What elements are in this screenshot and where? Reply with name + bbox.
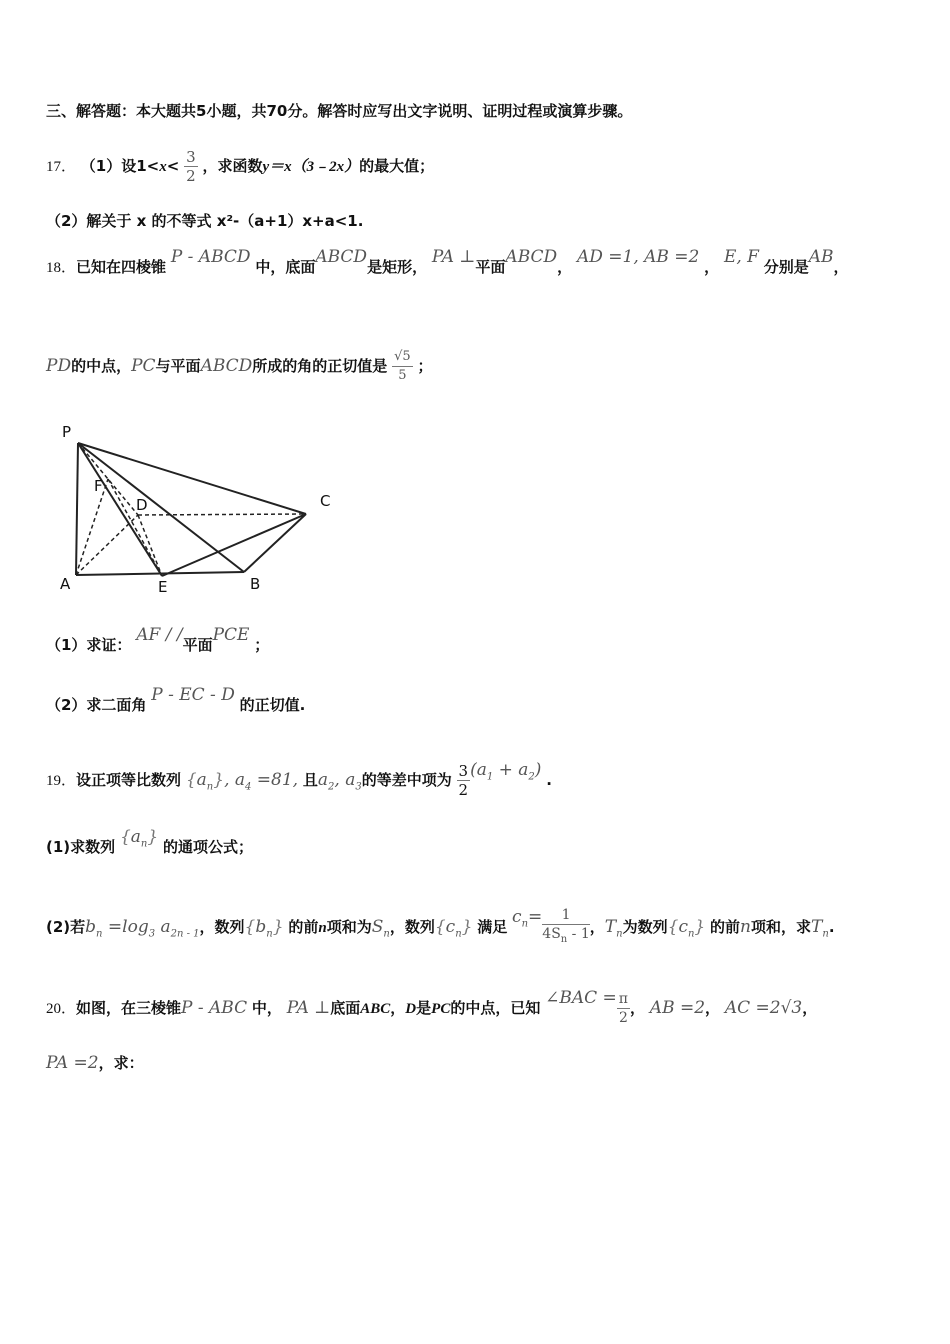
q17-cond-b: < <box>166 157 180 175</box>
q18-part2-math: P - EC - D <box>151 685 235 705</box>
q19-log: =log <box>102 916 149 937</box>
q19-a2-sub: 2 <box>328 781 335 793</box>
edge-pc <box>78 443 306 514</box>
q20-math-ab: AB =2 <box>649 998 706 1018</box>
edge-pe <box>78 443 162 576</box>
q20-t1: 如图，在三棱锥 <box>76 999 182 1017</box>
q20-t7: ， <box>630 999 646 1017</box>
q19-a3: , a <box>334 770 356 790</box>
q19-c-frac-den-s: 4S <box>542 926 561 942</box>
q18-math-ab: AB <box>808 247 834 267</box>
q20-frac-den: 2 <box>618 1010 628 1026</box>
q19-a4-sub: 4 <box>245 781 252 793</box>
q19-part2 <box>46 906 835 949</box>
q19-c-frac-den-sub: n <box>560 933 568 945</box>
edge-pa <box>76 443 78 575</box>
q18-math-ad-ab: AD =1, AB =2 <box>576 247 700 267</box>
q19-part2-tn2 <box>811 916 829 940</box>
q19-b: b <box>85 916 97 937</box>
q19-c-frac-den-tail: - 1 <box>567 926 590 942</box>
q19-part2-c-def <box>512 906 543 930</box>
q19-an-sub: n <box>206 781 214 793</box>
q18-t4: 平面 <box>475 258 506 276</box>
q19-part2-label: (2)若 <box>46 917 86 936</box>
q18-math-abcd: ABCD <box>315 247 368 267</box>
q20-math-pa: PA ⊥ <box>286 998 331 1018</box>
q19-t: T <box>604 916 617 937</box>
q18-t12: ； <box>417 357 433 375</box>
q19-part2-bn-def <box>85 916 200 940</box>
q20-t4: ， <box>390 999 406 1017</box>
q18-math-pd: PD <box>46 356 72 376</box>
q20-t5: 是 <box>416 999 432 1017</box>
q18-t11: 所成的角的正切值是 <box>252 357 388 375</box>
q18-math-abcd2: ABCD <box>505 247 558 267</box>
q19-c-frac-den <box>542 925 590 949</box>
label-a: A <box>60 575 71 593</box>
q19-part1-text: 的通项公式； <box>162 838 253 856</box>
label-b: B <box>250 575 261 593</box>
edge-af <box>76 479 108 575</box>
q19-part2-t3: 项和为 <box>326 917 372 936</box>
q18-t8: ， <box>833 258 849 276</box>
q18-tan-num: √5 <box>392 348 413 367</box>
q19-frac-den: 2 <box>458 781 469 799</box>
q18-number: 18． <box>46 260 77 276</box>
label-f: F <box>94 477 103 495</box>
q19-bn-sub: n <box>266 928 273 940</box>
q19-part2-bn: $\{b_n\}$ <box>244 916 284 940</box>
edge-bc <box>244 514 306 572</box>
q18-part1-end: ； <box>254 636 270 654</box>
label-c: C <box>320 492 331 510</box>
q18-math-ef: E, F <box>723 247 759 267</box>
label-p: P <box>62 423 72 441</box>
q20-pc: PC <box>431 1001 451 1017</box>
q19-part2-n2: n <box>740 916 751 937</box>
q20-t3: 底面 <box>330 999 361 1017</box>
q19-t1: 设正项等比数列 <box>76 771 182 789</box>
edge-pb <box>78 443 244 572</box>
q19-t3: 的等差中项为 <box>361 771 452 789</box>
q19-part2-t10: . <box>828 917 835 936</box>
q18-line1 <box>46 247 849 279</box>
q19-c: c <box>512 906 522 927</box>
q17-tail-a: ，求函数 <box>202 157 263 175</box>
q18-math-pabcd: P - ABCD <box>170 247 251 267</box>
edge-dc <box>138 514 306 515</box>
q19-c-eq: = <box>528 906 543 927</box>
q18-math-pa: PA ⊥ <box>431 247 476 267</box>
q20-t8: ， <box>705 999 721 1017</box>
q17-part1 <box>46 148 434 185</box>
pyramid-figure <box>50 415 350 600</box>
q19-paren-close: ) <box>534 760 542 780</box>
edge-ec <box>162 514 306 576</box>
q19-c-fraction <box>542 906 590 949</box>
q19-part1-math: $\{a_n\}$ <box>119 827 159 850</box>
q17-part2: （2）解关于 x 的不等式 x²-（a+1）x+a<1. <box>46 212 364 230</box>
q18-t1: 已知在四棱锥 <box>76 258 167 276</box>
q19-part1-sub: n <box>140 838 148 850</box>
q18-part1-label: （1）求证： <box>46 636 132 654</box>
q20-t10: ，求： <box>98 1054 144 1072</box>
q18-tan-den: 5 <box>398 368 407 383</box>
q17-number: 17． <box>46 159 77 175</box>
q20-math-pa2: PA =2 <box>46 1053 99 1073</box>
q20-abc: ABC <box>360 1001 391 1017</box>
q19-paren-plus: + a <box>493 760 529 780</box>
label-e: E <box>158 578 168 596</box>
q20-math-angle: ∠BAC = <box>545 988 617 1008</box>
q19-part2-t4: ，数列 <box>389 917 435 936</box>
q20-t6: 的中点，已知 <box>450 999 541 1017</box>
q19-t2-sub: n <box>822 928 829 940</box>
q18-line2 <box>46 348 432 385</box>
q17-function: y＝x（3﹣2x） <box>262 159 360 175</box>
q19-math-a23 <box>317 770 362 793</box>
q19-cn-sub: n <box>455 928 462 940</box>
q19-part1 <box>46 827 253 865</box>
q17-frac-den: 2 <box>186 167 196 185</box>
q19-paren-sub2: 2 <box>528 771 535 783</box>
q19-s: S <box>371 916 384 937</box>
q19-paren-a: (a <box>470 760 487 780</box>
q19-part2-t1: ，数列 <box>199 917 245 936</box>
q18-t7: 分别是 <box>763 258 809 276</box>
q19-cn2-c: c <box>678 916 688 937</box>
q19-s-sub: n <box>383 928 390 940</box>
q19-bn-b: b <box>255 916 267 937</box>
q19-paren-sub1: 1 <box>486 771 494 783</box>
q19-part2-t7: 为数列 <box>622 917 668 936</box>
q20-t9: ， <box>802 999 818 1017</box>
q19-a3-sub: 3 <box>355 781 362 793</box>
q18-part1-text: 平面 <box>182 636 213 654</box>
q19-a4: , a <box>224 770 246 790</box>
q18-part1-math: AF / / <box>136 625 183 645</box>
q19-an-a: a <box>196 770 207 790</box>
q17-frac-num: 3 <box>186 148 196 166</box>
q17-part1-label: （1）设 <box>80 157 137 175</box>
q18-part2 <box>46 685 306 716</box>
q20-number: 20． <box>46 1001 77 1017</box>
q19-c-sub: n <box>521 918 529 930</box>
q19-part2-n: n <box>318 919 327 936</box>
q18-math-pc: PC <box>131 356 156 376</box>
q19-log-sub: 3 <box>148 928 156 940</box>
q18-tan-fraction <box>392 348 413 385</box>
q19-log-a: a <box>155 916 171 937</box>
q19-cn2-sub: n <box>687 928 695 940</box>
q18-part2-label: （2）求二面角 <box>46 696 147 714</box>
section-heading: 三、解答题：本大题共5小题，共70分。解答时应写出文字说明、证明过程或演算步骤。 <box>46 102 633 120</box>
q20-math-ac: AC =2√3 <box>724 998 803 1018</box>
q19-part2-cn2: $\{c_n\}$ <box>667 916 706 940</box>
q20-line1 <box>46 990 817 1027</box>
q19-part2-tn <box>604 916 623 940</box>
q18-math-abcd3: ABCD <box>200 356 253 376</box>
q19-part2-t5: 满足 <box>477 917 508 936</box>
q17-var: x <box>159 159 167 175</box>
q20-frac-num: π <box>618 991 628 1007</box>
q19-a2: a <box>317 770 329 790</box>
q19-t2: 且 <box>302 771 318 789</box>
q19-cn-c: c <box>445 916 456 937</box>
q19-part1-label: (1)求数列 <box>46 838 116 856</box>
q19-part2-cn: $\{c_n\}$ <box>434 916 473 940</box>
q19-math-an: $\{a_n\}$, $a_4 =81$, <box>185 770 299 793</box>
q19-part1-a: a <box>130 827 141 847</box>
q17-cond-a: 1< <box>136 157 160 175</box>
q17-fraction <box>184 148 198 185</box>
q19-b-sub: n <box>96 928 103 940</box>
q18-part1 <box>46 625 270 656</box>
q18-t9: 的中点， <box>71 357 132 375</box>
q19-part2-sn <box>371 916 390 940</box>
q20-fraction <box>617 990 630 1027</box>
q19-t2-t: T <box>811 916 823 937</box>
q19-frac-num: 3 <box>458 762 469 780</box>
q19-a4-val: =81, <box>251 770 299 790</box>
q19-line1 <box>46 762 552 799</box>
q19-fraction <box>457 762 471 799</box>
q19-paren-expr <box>470 760 542 783</box>
q18-part1-math2: PCE <box>212 625 250 645</box>
q19-t-sub: n <box>616 928 623 940</box>
q17-tail-b: 的最大值； <box>359 157 435 175</box>
q19-t4: . <box>546 771 552 789</box>
q19-number: 19． <box>46 773 77 789</box>
q19-part2-t2: 的前 <box>288 917 319 936</box>
q19-c-frac-num: 1 <box>542 906 590 925</box>
q18-part2-text: 的正切值. <box>239 696 306 714</box>
q18-t2: 中，底面 <box>255 258 316 276</box>
q18-t10: 与平面 <box>155 357 201 375</box>
q18-t5: ， <box>557 258 573 276</box>
q18-t3: 是矩形， <box>367 258 428 276</box>
q20-line2 <box>46 1052 144 1074</box>
label-d: D <box>136 496 148 514</box>
q19-part2-t8: 的前 <box>710 917 741 936</box>
q20-t2: 中， <box>251 999 282 1017</box>
q19-part2-t9: 项和，求 <box>751 917 812 936</box>
edge-fe <box>108 479 162 576</box>
q19-part2-t6: ， <box>589 917 605 936</box>
q18-t6: ， <box>704 258 720 276</box>
q20-d: D <box>405 1001 417 1017</box>
q19-log-a-sub: 2n - 1 <box>170 928 200 940</box>
q20-math-pabc: P - ABC <box>181 998 248 1018</box>
